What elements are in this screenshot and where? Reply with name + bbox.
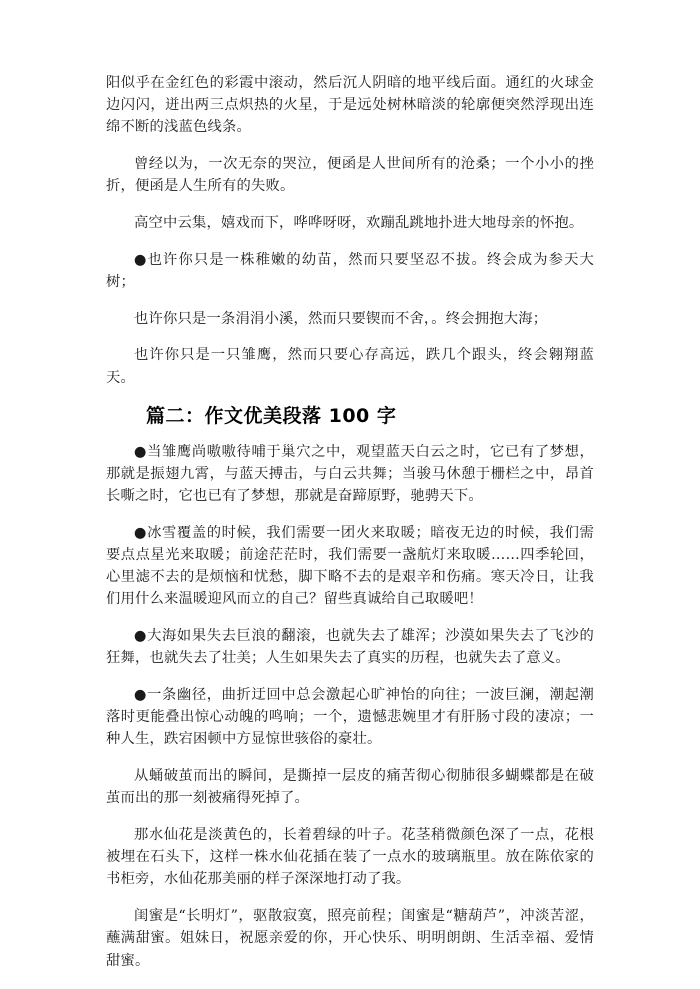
section-title: 篇二：作文优美段落 100 字 <box>146 404 397 427</box>
paragraph: ●一条幽径，曲折迂回中总会激起心旷神怡的向往；一波巨澜，潮起潮落时更能叠出惊心动魄的鸣响；一个，遗憾悲婉里才有肝肠寸段的凄凉；一种人生，跌宕困顿中方显惊世骇俗的豪壮。 <box>106 687 594 748</box>
paragraph: ●也许你只是一株稚嫩的幼苗，然而只要坚忍不拔。终会成为参天大树； <box>106 251 594 290</box>
paragraph: ●当雏鹰尚嗷嗷待哺于巢穴之中，观望蓝天白云之时，它已有了梦想，那就是振翅九霄，与蓝天搏击，与白云共舞；当骏马休憩于栅栏之中，昂首长嘶之时，它也已有了梦想，那就是奋蹄原野，驰骋天下。 <box>106 443 594 505</box>
paragraph: 曾经以为，一次无奈的哭泣，便函是人世间所有的沧桑；一个小小的挫折，便函是人生所有的失败。 <box>106 156 594 195</box>
paragraph: ●冰雪覆盖的时候，我们需要一团火来取暖；暗夜无边的时候，我们需要点点星光来取暖；前途茫茫时，我们需要一盏航灯来取暖……四季轮回，心里滤不去的是烦恼和忧愁，脚下略不去的是艰辛和伤痛。寒天冷日，让我们用什么来温暖迎风而立的自己？留些真诚给自己取暖吧！ <box>106 524 594 608</box>
paragraph: 也许你只是一只雏鹰，然而只要心存高远，跌几个跟头，终会翱翔蓝天。 <box>106 347 594 386</box>
paragraph: ●大海如果失去巨浪的翻滚，也就失去了雄浑；沙漠如果失去了飞沙的狂舞，也就失去了壮美；人生如果失去了真实的历程，也就失去了意义。 <box>106 628 594 667</box>
paragraph: 高空中云集，嬉戏而下，哗哗呀呀，欢蹦乱跳地扑进大地母亲的怀抱。 <box>134 215 584 232</box>
paragraph: 那水仙花是淡黄色的，长着碧绿的叶子。花茎稍微颜色深了一点，花根被埋在石头下，这样一株水仙花插在装了一点水的玻璃瓶里。放在陈依家的书柜旁，水仙花那美丽的样子深深地打动了我。 <box>106 827 594 888</box>
paragraph: 也许你只是一条涓涓小溪，然而只要锲而不舍，。终会拥抱大海； <box>134 310 548 327</box>
paragraph: 从蛹破茧而出的瞬间，是撕掉一层皮的痛苦彻心彻肺很多蝴蝶都是在破茧而出的那一刻被痛得死掉了。 <box>106 768 594 807</box>
document-body <box>106 72 594 972</box>
paragraph: 闺蜜是“长明灯”，驱散寂寞，照亮前程；闺蜜是“糖葫芦”，冲淡苦涩，蘸满甜蜜。姐妹日，祝愿亲爱的你，开心快乐、明明朗朗、生活幸福、爱情甜蜜。 <box>106 908 594 969</box>
paragraph: 阳似乎在金红色的彩霞中滚动，然后沉人阴暗的地平线后面。通红的火球金边闪闪，迸出两三点炽热的火星，于是远处树林暗淡的轮廓便突然浮现出连绵不断的浅蓝色线条。 <box>106 75 594 136</box>
